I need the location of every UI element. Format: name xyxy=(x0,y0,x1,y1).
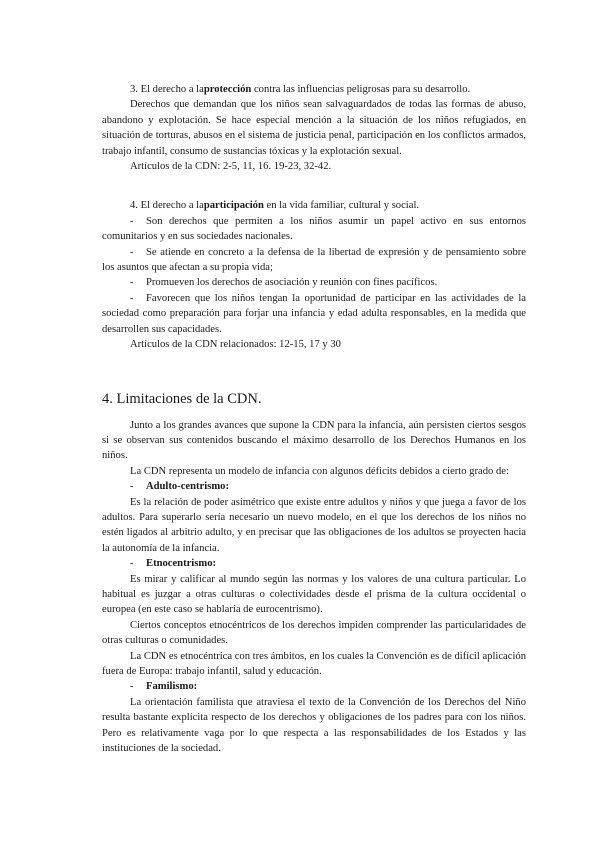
section4-title-suffix: en la vida familiar, cultural y social. xyxy=(263,200,420,212)
etno-paragraph-3: La CDN es etnocéntrica con tres ámbitos, en los cuales la Convención es de difícil aplicación fuera de Europa: trabajo infantil, salud y educación. xyxy=(102,650,526,677)
etno-paragraph-1: Es mirar y calificar al mundo según las normas y los valores de una cultura particular. Lo habitual es juzgar a otras culturas o colectividades desde el prisma de la cultura occidental o europea (en este caso se hablaría de eurocentrismo). xyxy=(102,573,526,616)
limitations-intro-2: La CDN representa un modelo de infancia con algunos déficits debidos a cierto grado de: xyxy=(130,465,509,477)
section3-title-bold: protección xyxy=(203,84,252,95)
section3-title-prefix: 3. El derecho a la xyxy=(130,84,204,95)
section4-title xyxy=(102,198,526,213)
dash-bullet: - xyxy=(130,292,134,304)
list-item xyxy=(102,245,526,276)
section4-articles: Artículos de la CDN relacionados: 12-15, 17 y 30 xyxy=(130,339,341,351)
list-item xyxy=(102,214,526,245)
section3-articles: Artículos de la CDN: 2-5, 11, 16. 19-23, 32-42. xyxy=(130,161,332,173)
section3-title xyxy=(102,82,526,97)
section-heading: 4. Limitaciones de la CDN. xyxy=(102,390,262,407)
subheading-text: Adulto-centrismo: xyxy=(146,481,229,493)
dash-bullet: - xyxy=(130,246,134,258)
section4-title-prefix: 4. El derecho a la xyxy=(130,200,204,212)
etno-paragraph-2: Ciertos conceptos etnocéntricos de los derechos impiden comprender las particularidades de otras culturas o comunidades. xyxy=(102,619,526,647)
dash-bullet: - xyxy=(130,558,134,570)
subheading-etnocentrismo xyxy=(102,556,526,571)
list-item xyxy=(102,291,526,337)
section3-paragraph: Derechos que demandan que los niños sean salvaguardados de todas las formas de abuso, abandono y explotación. Se hace especial mención a la situación de los niños refugiados, en situación de torturas, abusos en el sistema de justicia penal, participación en los conflictos armados, trabajo infantil, consumo de sustancias tóxicas y la explotación sexual. xyxy=(102,99,526,157)
dash-bullet: - xyxy=(130,277,134,289)
adulto-paragraph: Es la relación de poder asimétrico que existe entre adultos y niños y que juega a favor de los adultos. Para superarlo sería necesario un nuevo modelo, en el que los derechos de los niños no estén ligados al arbitrio adulto, y en precisar que las obligaciones de los adultos se proyecten hacia la autonomía de la infancia. xyxy=(102,496,526,554)
dash-bullet: - xyxy=(130,215,134,227)
list-item-text: Promueven los derechos de asociación y reunión con fines pacíficos. xyxy=(146,277,438,289)
subheading-text: Etnocentrismo: xyxy=(146,558,217,570)
list-item-text: Favorecen que los niños tengan la oportunidad de participar en las actividades de la sociedad como preparación para forjar una infancia y edad adulta responsables, en la medida que desarrollen sus capacidades. xyxy=(102,292,526,335)
limitations-intro: Junto a los grandes avances que supone la CDN para la infancia, aún persisten ciertos sesgos si se observan sus contenidos buscando el máximo desarrollo de los Derechos Humanos en los niños. xyxy=(102,419,526,462)
list-item xyxy=(102,275,526,290)
dash-bullet: - xyxy=(130,681,134,693)
list-item-text: Se atiende en concreto a la defensa de la libertad de expresión y de pensamiento sobre los asuntos que afectan a su propia vida; xyxy=(102,246,526,274)
subheading-familismo xyxy=(102,679,526,694)
section4-title-bold: participación xyxy=(203,200,264,212)
list-item-text: Son derechos que permiten a los niños asumir un papel activo en sus entornos comunitarios y en sus sociedades nacionales. xyxy=(102,215,526,243)
document-body xyxy=(102,82,526,756)
familismo-paragraph: La orientación familista que atraviesa el texto de la Convención de los Derechos del Niño resulta bastante explícita respecto de los derechos y obligaciones de los padres para con los niños. Pero es relativamente vaga por lo que respecta a las responsabilidades de los Estados y las instituciones de la sociedad. xyxy=(102,696,526,755)
subheading-adulto-centrismo xyxy=(102,479,526,494)
section3-title-suffix: contra las influencias peligrosas para su desarrollo. xyxy=(251,84,471,95)
subheading-text: Familismo: xyxy=(146,681,198,693)
dash-bullet: - xyxy=(130,481,134,493)
